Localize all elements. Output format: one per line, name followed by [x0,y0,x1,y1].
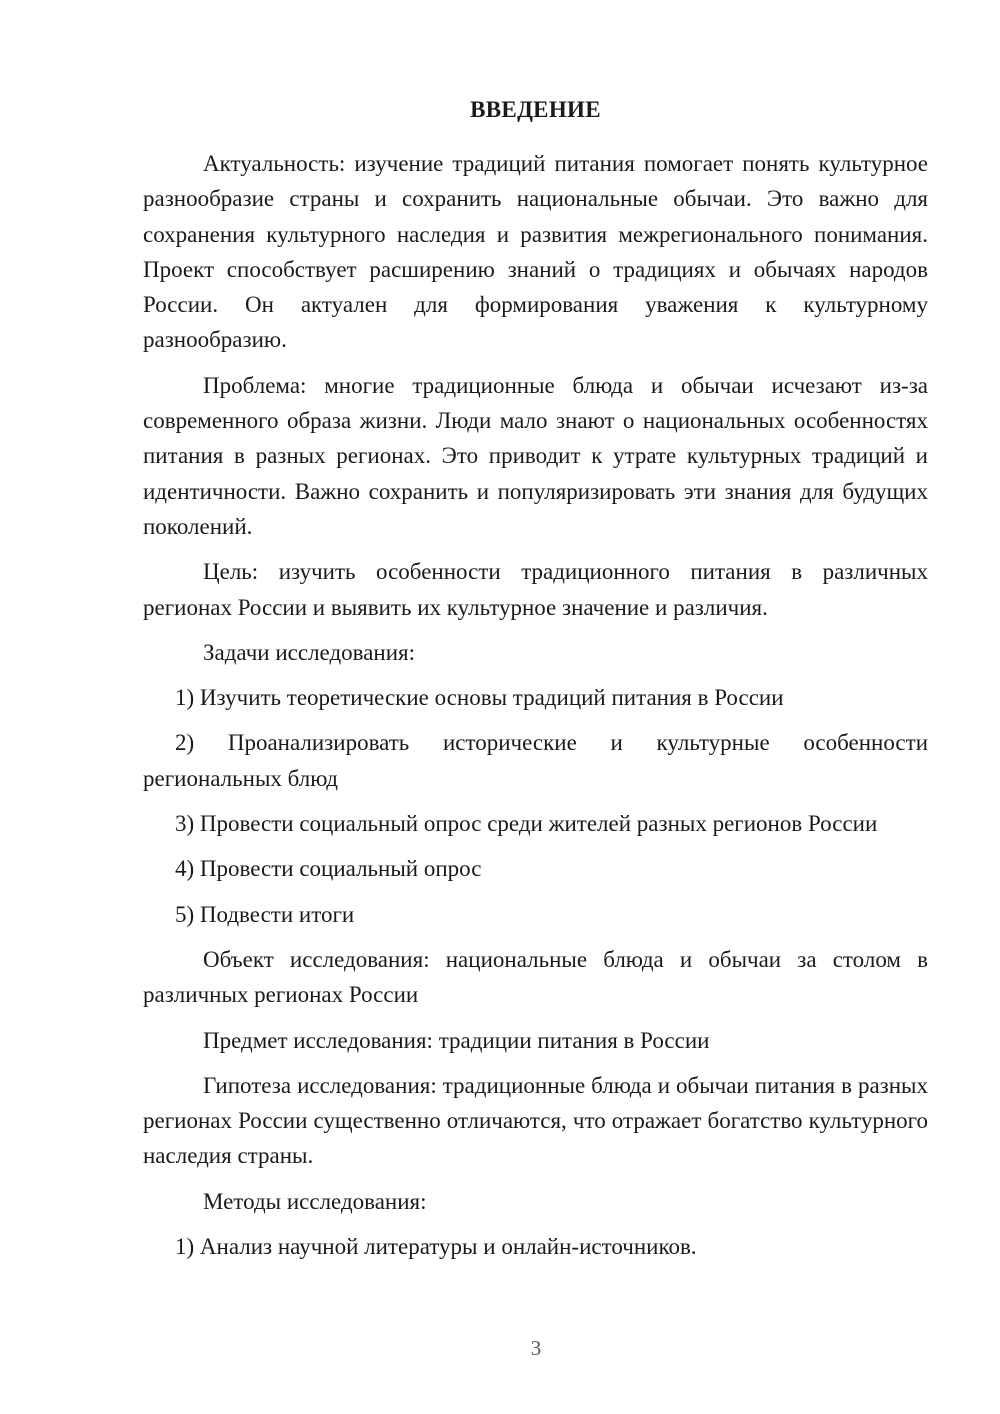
tasks-heading: Задачи исследования: [203,639,416,665]
paragraph-relevance: Актуальность: изучение традиций питания помогает понять культурное разнообразие страны и сохранить национальные обычаи. Это важно для сохранения культурного наследия и развития межрегионального понимания. Проект способствует расширению знаний о традициях и обычаях народов России. Он актуален для формирования уважения к культурному разнообразию. [143,151,928,353]
paragraph-hypothesis: Гипотеза исследования: традиционные блюда и обычаи питания в разных регионах России существенно отличаются, что отражает богатство культурного наследия страны. [143,1072,928,1169]
task-item-2: 2) Проанализировать исторические и культурные особенности региональных блюд [143,730,928,791]
method-item-1: 1) Анализ научной литературы и онлайн-источников. [175,1234,697,1260]
paragraph-problem: Проблема: многие традиционные блюда и обычаи исчезают из-за современного образа жизни. Люди мало знают о национальных особенностях питания в разных регионах. Это приводит к утрате культурных традиций и идентичности. Важно сохранить и популяризировать эти знания для будущих поколений. [143,372,928,539]
paragraph-subject: Предмет исследования: традиции питания в России [203,1027,710,1053]
task-item-3: 3) Провести социальный опрос среди жителей разных регионов России [175,811,878,837]
section-title: ВВЕДЕНИЕ [470,97,601,122]
task-item-4: 4) Провести социальный опрос [175,856,482,882]
document-body [143,92,928,1274]
paragraph-object: Объект исследования: национальные блюда и обычаи за столом в различных регионах России [143,946,928,1008]
task-item-5: 5) Подвести итоги [175,901,355,927]
page-number: 3 [530,1336,542,1360]
paragraph-goal: Цель: изучить особенности традиционного питания в различных регионах России и выявить их культурное значение и различия. [143,559,928,620]
task-item-1: 1) Изучить теоретические основы традиций питания в России [175,685,784,711]
methods-heading: Методы исследования: [203,1188,427,1214]
